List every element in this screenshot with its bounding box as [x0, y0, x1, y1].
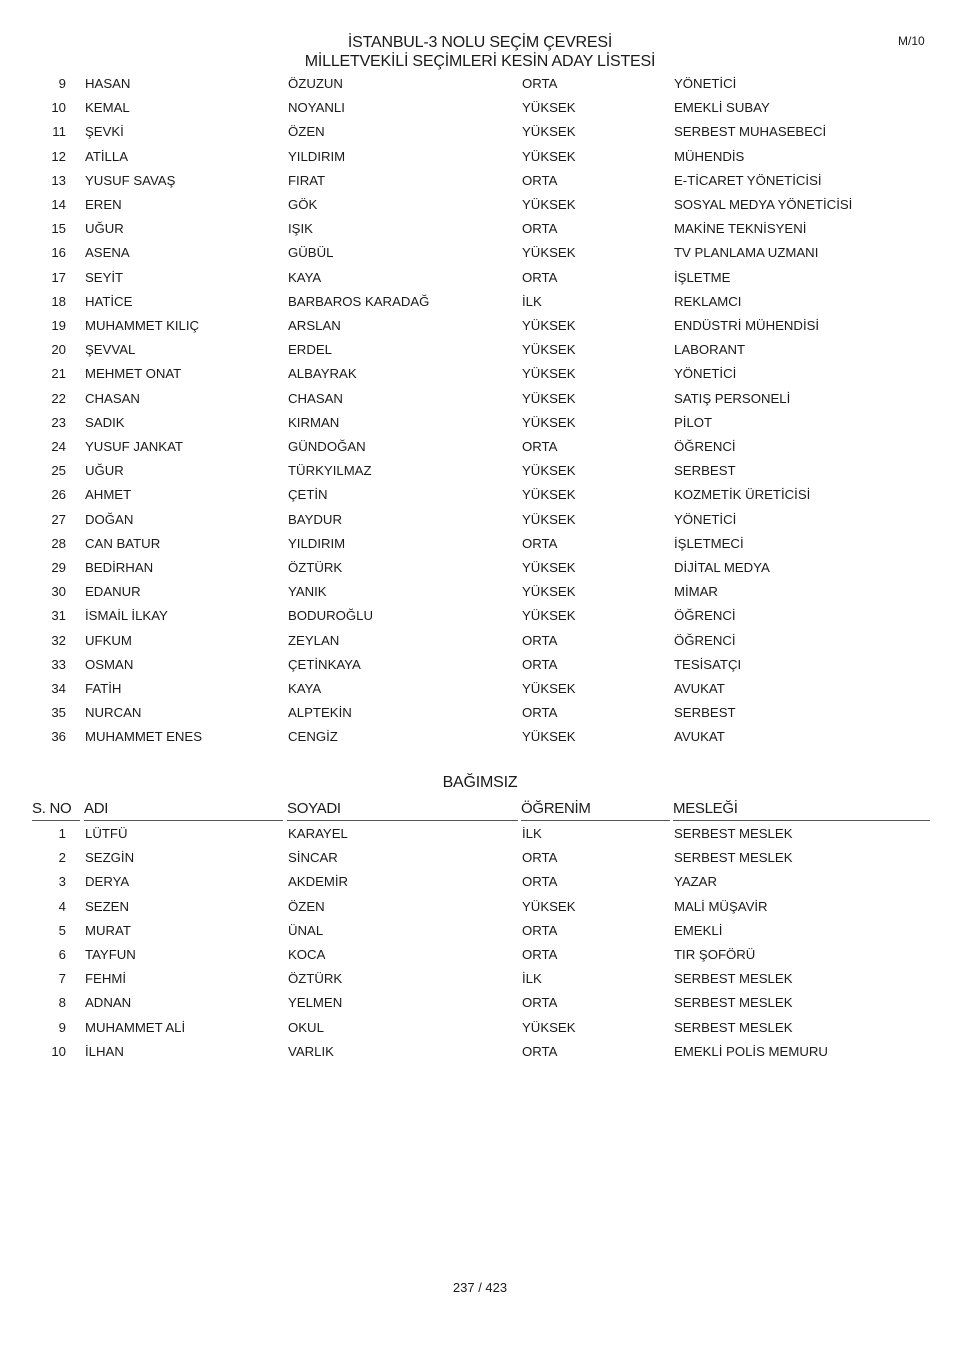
row-number: 3 [58, 874, 66, 890]
candidate-name: EDANUR [85, 584, 141, 600]
candidate-occupation: MALİ MÜŞAVİR [674, 898, 768, 914]
candidate-occupation: TV PLANLAMA UZMANI [674, 245, 819, 261]
candidate-name: UĞUR [85, 221, 124, 237]
row-number: 20 [51, 342, 66, 358]
candidate-surname: ÖZUZUN [288, 76, 343, 91]
candidate-education: ORTA [522, 269, 558, 285]
candidate-education: YÜKSEK [522, 318, 576, 333]
row-number: 29 [51, 560, 66, 575]
table-row [0, 947, 960, 971]
candidate-name: ŞEVKİ [85, 124, 124, 140]
candidate-name: İSMAİL İLKAY [85, 608, 168, 624]
candidate-surname: ERDEL [288, 342, 332, 358]
candidate-education: YÜKSEK [522, 487, 576, 503]
candidate-education: ORTA [522, 1043, 558, 1059]
candidate-name: İLHAN [85, 1043, 124, 1059]
candidate-occupation: YÖNETİCİ [674, 511, 737, 527]
candidate-occupation: YÖNETİCİ [674, 76, 737, 91]
candidate-occupation: EMEKLİ [674, 922, 723, 938]
row-number: 26 [51, 487, 66, 503]
candidate-surname: BARBAROS KARADAĞ [288, 293, 430, 309]
candidate-surname: ALBAYRAK [288, 366, 357, 382]
candidate-surname: YANIK [288, 584, 327, 600]
candidate-occupation: SOSYAL MEDYA YÖNETİCİSİ [674, 197, 853, 212]
candidate-occupation: KOZMETİK ÜRETİCİSİ [674, 487, 811, 503]
candidate-education: ORTA [522, 632, 558, 648]
candidate-education: YÜKSEK [522, 342, 576, 358]
table-row [0, 826, 960, 850]
candidate-surname: ALPTEKİN [288, 705, 352, 721]
candidate-occupation: MÜHENDİS [674, 148, 745, 164]
candidate-name: SADIK [85, 414, 125, 430]
row-number: 17 [51, 269, 66, 285]
row-number: 25 [51, 463, 66, 479]
table-row [0, 100, 960, 124]
candidate-occupation: EMEKLİ POLİS MEMURU [674, 1043, 828, 1059]
candidate-education: ORTA [522, 947, 558, 962]
candidate-surname: ZEYLAN [288, 632, 340, 648]
table-row [0, 76, 960, 100]
candidate-name: BEDİRHAN [85, 560, 154, 575]
candidate-education: İLK [522, 971, 542, 987]
candidate-education: YÜKSEK [522, 100, 576, 116]
candidate-surname: ÖZEN [288, 898, 325, 914]
candidate-name: EREN [85, 197, 122, 212]
candidate-occupation: TIR ŞOFÖRÜ [674, 947, 756, 962]
candidate-education: YÜKSEK [522, 390, 576, 406]
candidate-occupation: SERBEST MESLEK [674, 1019, 793, 1035]
table-row [0, 874, 960, 898]
row-number: 31 [51, 608, 66, 624]
candidate-occupation: PİLOT [674, 414, 713, 430]
candidate-occupation: ÖĞRENCİ [674, 439, 736, 454]
candidate-education: ORTA [522, 874, 558, 890]
row-number: 1 [58, 826, 66, 841]
candidate-occupation: SERBEST MESLEK [674, 826, 793, 841]
candidate-name: UFKUM [85, 632, 132, 648]
candidate-surname: ÜNAL [288, 922, 324, 938]
document-title-line-1: İSTANBUL-3 NOLU SEÇİM ÇEVRESİ [347, 34, 613, 51]
candidate-surname: ARSLAN [288, 318, 341, 333]
candidate-name: HASAN [85, 76, 131, 91]
candidate-occupation: SERBEST MESLEK [674, 850, 793, 866]
candidate-name: MUHAMMET KILIÇ [85, 318, 200, 333]
candidate-occupation: EMEKLİ SUBAY [674, 100, 770, 116]
row-number: 21 [51, 366, 66, 382]
candidate-occupation: SERBEST MESLEK [674, 971, 793, 987]
section-title-independent: BAĞIMSIZ [442, 774, 518, 791]
row-number: 18 [51, 293, 66, 309]
candidate-name: MUHAMMET ALİ [85, 1019, 186, 1035]
candidate-education: YÜKSEK [522, 245, 576, 261]
table-row [0, 995, 960, 1019]
candidate-education: YÜKSEK [522, 898, 576, 914]
table-row [0, 415, 960, 439]
candidate-name: SEYİT [85, 269, 124, 285]
table-row [0, 1020, 960, 1044]
candidate-surname: ÖZEN [288, 124, 325, 140]
candidate-surname: ÇETİNKAYA [288, 656, 361, 672]
candidate-occupation: SERBEST [674, 705, 736, 721]
table-row [0, 487, 960, 511]
table-row [0, 294, 960, 318]
candidate-surname: GÜBÜL [288, 245, 334, 261]
row-number: 36 [51, 729, 66, 745]
candidate-name: SEZGİN [85, 850, 135, 866]
row-number: 7 [58, 971, 66, 987]
candidate-surname: IŞIK [288, 221, 313, 237]
table-row [0, 584, 960, 608]
candidate-education: ORTA [522, 439, 558, 454]
candidate-education: İLK [522, 293, 542, 309]
candidate-surname: FIRAT [288, 172, 326, 188]
candidate-education: YÜKSEK [522, 366, 576, 382]
candidate-name: YUSUF SAVAŞ [85, 172, 176, 188]
candidate-education: ORTA [522, 922, 558, 938]
candidate-surname: GÖK [288, 197, 318, 212]
candidate-education: YÜKSEK [522, 463, 576, 479]
table-row [0, 463, 960, 487]
row-number: 24 [51, 439, 66, 454]
row-number: 5 [58, 922, 66, 938]
candidate-education: ORTA [522, 705, 558, 721]
candidate-occupation: AVUKAT [674, 729, 725, 745]
candidate-occupation: AVUKAT [674, 681, 725, 696]
candidate-occupation: ÖĞRENCİ [674, 632, 736, 648]
candidate-surname: NOYANLI [288, 100, 345, 116]
candidate-occupation: E-TİCARET YÖNETİCİSİ [674, 172, 822, 188]
candidate-surname: CENGİZ [288, 729, 338, 745]
table-row [0, 705, 960, 729]
candidate-name: TAYFUN [85, 947, 136, 962]
candidate-education: ORTA [522, 995, 558, 1011]
candidate-name: KEMAL [85, 100, 130, 116]
row-number: 8 [58, 995, 66, 1011]
candidate-education: ORTA [522, 850, 558, 866]
candidate-name: HATİCE [85, 293, 133, 309]
candidate-occupation: SATIŞ PERSONELİ [674, 390, 791, 406]
candidate-surname: KAYA [288, 269, 322, 285]
candidate-name: AHMET [85, 487, 132, 503]
candidate-occupation: TESİSATÇI [674, 656, 742, 672]
row-number: 35 [51, 705, 66, 721]
table-row [0, 439, 960, 463]
row-number: 34 [51, 681, 66, 696]
table-row [0, 221, 960, 245]
candidate-education: ORTA [522, 172, 558, 188]
candidate-occupation: DİJİTAL MEDYA [674, 560, 770, 575]
row-number: 23 [51, 414, 66, 430]
candidate-name: ADNAN [85, 995, 132, 1011]
candidate-surname: YILDIRIM [288, 535, 346, 551]
candidate-surname: VARLIK [288, 1043, 334, 1059]
row-number: 28 [51, 535, 66, 551]
page-number: 237 / 423 [452, 1280, 508, 1295]
table-row [0, 608, 960, 632]
table-row [0, 124, 960, 148]
candidate-occupation: YÖNETİCİ [674, 366, 737, 382]
candidate-surname: BODUROĞLU [288, 608, 373, 624]
table-row [0, 245, 960, 269]
row-number: 12 [51, 148, 66, 164]
candidate-name: YUSUF JANKAT [85, 439, 183, 454]
candidate-education: YÜKSEK [522, 560, 576, 575]
candidate-name: CHASAN [85, 390, 140, 406]
row-number: 9 [58, 1019, 66, 1035]
candidate-education: YÜKSEK [522, 124, 576, 140]
candidate-surname: SİNCAR [288, 850, 338, 866]
candidate-education: ORTA [522, 76, 558, 91]
candidate-occupation: ÖĞRENCİ [674, 608, 736, 624]
row-number: 33 [51, 656, 66, 672]
candidate-name: LÜTFÜ [85, 826, 128, 841]
candidate-name: MUHAMMET ENES [85, 729, 202, 745]
candidate-surname: ÖZTÜRK [288, 560, 343, 575]
candidate-name: FEHMİ [85, 971, 127, 987]
candidate-education: İLK [522, 826, 542, 841]
candidate-occupation: MAKİNE TEKNİSYENİ [674, 221, 807, 237]
candidate-surname: TÜRKYILMAZ [288, 463, 372, 479]
candidate-name: FATİH [85, 681, 122, 696]
candidate-education: YÜKSEK [522, 681, 576, 696]
table-row [0, 512, 960, 536]
candidate-surname: KAYA [288, 681, 322, 696]
page-code: M/10 [898, 34, 925, 48]
column-header-name: ADI [84, 800, 283, 821]
candidate-surname: OKUL [288, 1019, 324, 1035]
candidate-surname: AKDEMİR [288, 874, 349, 890]
candidate-occupation: REKLAMCI [674, 293, 742, 309]
candidate-name: UĞUR [85, 463, 124, 479]
candidate-name: SEZEN [85, 898, 129, 914]
candidate-surname: ÖZTÜRK [288, 971, 343, 987]
candidate-name: DOĞAN [85, 511, 134, 527]
candidate-name: ASENA [85, 245, 130, 261]
table-row [0, 270, 960, 294]
row-number: 10 [51, 1043, 66, 1059]
candidate-education: ORTA [522, 535, 558, 551]
table-row [0, 536, 960, 560]
candidate-occupation: SERBEST MESLEK [674, 995, 793, 1011]
candidate-education: YÜKSEK [522, 584, 576, 600]
table-row [0, 1044, 960, 1068]
candidate-occupation: İŞLETME [674, 269, 731, 285]
candidate-name: OSMAN [85, 656, 134, 672]
candidate-occupation: MİMAR [674, 584, 718, 600]
column-header-education: ÖĞRENİM [521, 800, 670, 821]
table-row [0, 197, 960, 221]
table-row [0, 657, 960, 681]
candidate-surname: YILDIRIM [288, 148, 346, 164]
candidate-surname: ÇETİN [288, 487, 328, 503]
candidate-name: ŞEVVAL [85, 342, 136, 358]
row-number: 13 [51, 172, 66, 188]
candidate-surname: KIRMAN [288, 414, 340, 430]
candidate-surname: KOCA [288, 947, 326, 962]
row-number: 30 [51, 584, 66, 600]
table-row [0, 366, 960, 390]
row-number: 6 [58, 947, 66, 962]
table-row [0, 318, 960, 342]
candidate-name: MEHMET ONAT [85, 366, 182, 382]
row-number: 2 [58, 850, 66, 866]
candidate-occupation: YAZAR [674, 874, 717, 890]
row-number: 22 [51, 390, 66, 406]
row-number: 9 [58, 76, 66, 91]
table-row [0, 633, 960, 657]
candidate-name: MURAT [85, 922, 131, 938]
candidate-name: CAN BATUR [85, 535, 161, 551]
candidate-occupation: LABORANT [674, 342, 746, 358]
candidate-occupation: ENDÜSTRİ MÜHENDİSİ [674, 318, 820, 333]
table-row [0, 173, 960, 197]
candidate-education: YÜKSEK [522, 414, 576, 430]
row-number: 4 [58, 898, 66, 914]
table-row [0, 850, 960, 874]
row-number: 19 [51, 318, 66, 333]
candidate-education: ORTA [522, 656, 558, 672]
candidate-occupation: İŞLETMECİ [674, 535, 744, 551]
candidate-surname: BAYDUR [288, 511, 342, 527]
column-header-surname: SOYADI [287, 800, 518, 821]
row-number: 16 [51, 245, 66, 261]
table-row [0, 729, 960, 753]
candidate-surname: YELMEN [288, 995, 343, 1011]
row-number: 14 [51, 197, 66, 212]
column-header-no: S. NO [32, 800, 80, 821]
column-header-occupation: MESLEĞİ [673, 800, 930, 821]
candidate-name: NURCAN [85, 705, 142, 721]
table-row [0, 391, 960, 415]
table-row [0, 899, 960, 923]
table-row [0, 149, 960, 173]
candidate-education: YÜKSEK [522, 511, 576, 527]
candidate-education: YÜKSEK [522, 729, 576, 745]
row-number: 32 [51, 632, 66, 648]
candidate-education: YÜKSEK [522, 148, 576, 164]
candidate-name: DERYA [85, 874, 130, 890]
candidate-occupation: SERBEST [674, 463, 736, 479]
candidate-education: YÜKSEK [522, 608, 576, 624]
table-row [0, 923, 960, 947]
row-number: 11 [52, 124, 66, 140]
candidate-education: ORTA [522, 221, 558, 237]
row-number: 27 [51, 511, 66, 527]
candidate-surname: GÜNDOĞAN [288, 439, 366, 454]
table-row [0, 971, 960, 995]
candidate-education: YÜKSEK [522, 197, 576, 212]
table-row [0, 681, 960, 705]
candidate-name: ATİLLA [85, 148, 129, 164]
table-row [0, 342, 960, 366]
row-number: 15 [51, 221, 66, 237]
candidate-education: YÜKSEK [522, 1019, 576, 1035]
table-row [0, 560, 960, 584]
document-title-line-2: MİLLETVEKİLİ SEÇİMLERİ KESİN ADAY LİSTESİ [304, 53, 656, 70]
candidate-occupation: SERBEST MUHASEBECİ [674, 124, 827, 140]
row-number: 10 [51, 100, 66, 116]
candidate-surname: CHASAN [288, 390, 343, 406]
candidate-surname: KARAYEL [288, 826, 348, 841]
